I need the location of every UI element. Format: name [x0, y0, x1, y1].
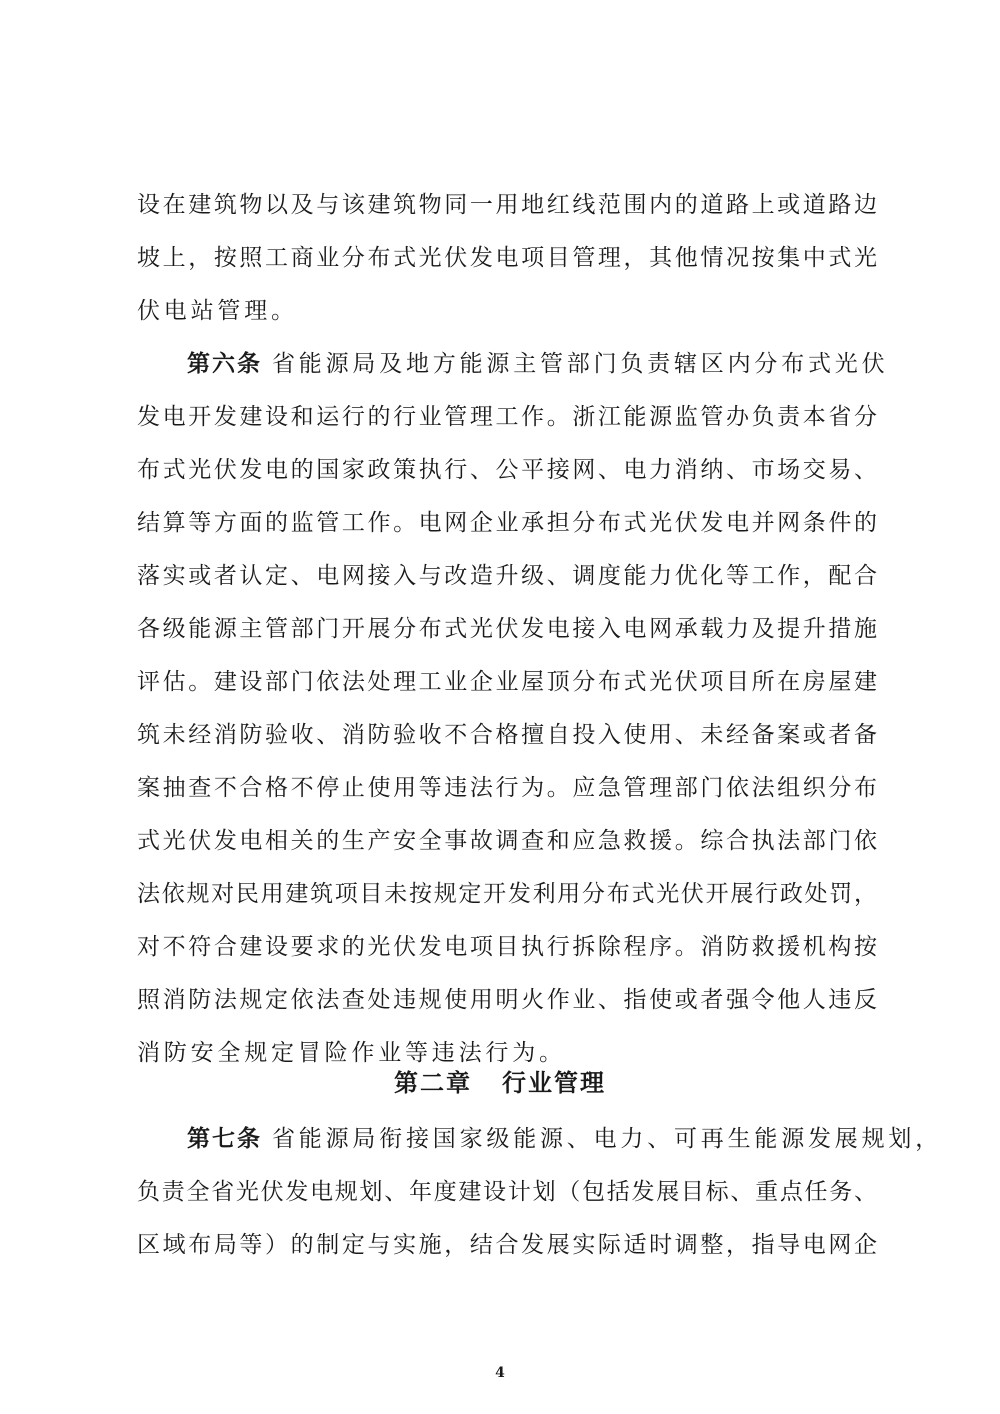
page-number: 4: [495, 1365, 505, 1381]
text-line: 案抽查不合格不停止使用等违法行为。应急管理部门依法组织分布: [137, 775, 877, 801]
text-line: 消防安全规定冒险作业等违法行为。: [137, 1040, 566, 1066]
text-line: 结算等方面的监管工作。电网企业承担分布式光伏发电并网条件的: [137, 510, 877, 536]
text-line: 伏电站管理。: [137, 298, 298, 324]
article-6-text: 省能源局及地方能源主管部门负责辖区内分布式光伏: [272, 351, 889, 377]
text-line: 筑未经消防验收、消防验收不合格擅自投入使用、未经备案或者备: [137, 722, 877, 748]
text-line: 法依规对民用建筑项目未按规定开发利用分布式光伏开展行政处罚，: [137, 881, 877, 907]
article-7-first-line: [187, 1124, 942, 1154]
article-6-heading: 第六条: [187, 350, 262, 377]
text-line: 评估。建设部门依法处理工业企业屋顶分布式光伏项目所在房屋建: [137, 669, 877, 695]
text-line: 对不符合建设要求的光伏发电项目执行拆除程序。消防救援机构按: [137, 934, 877, 960]
article-7-text: 省能源局衔接国家级能源、电力、可再生能源发展规划，: [272, 1126, 942, 1152]
chapter-title: 行业管理: [502, 1068, 606, 1097]
article-6-first-line: [187, 349, 889, 379]
text-line: 落实或者认定、电网接入与改造升级、调度能力优化等工作，配合: [137, 563, 877, 589]
text-line: 式光伏发电相关的生产安全事故调查和应急救援。综合执法部门依: [137, 828, 877, 854]
text-line: 负责全省光伏发电规划、年度建设计划（包括发展目标、重点任务、: [137, 1179, 877, 1205]
chapter-heading: [0, 1067, 1000, 1099]
article-7-heading: 第七条: [187, 1125, 262, 1152]
text-line: 布式光伏发电的国家政策执行、公平接网、电力消纳、市场交易、: [137, 457, 877, 483]
text-line: 设在建筑物以及与该建筑物同一用地红线范围内的道路上或道路边: [137, 192, 877, 218]
text-line: 照消防法规定依法查处违规使用明火作业、指使或者强令他人违反: [137, 987, 877, 1013]
chapter-number: 第二章: [394, 1068, 472, 1097]
text-line: 区域布局等）的制定与实施，结合发展实际适时调整，指导电网企: [137, 1232, 877, 1258]
text-line: 坡上，按照工商业分布式光伏发电项目管理，其他情况按集中式光: [137, 245, 877, 271]
text-line: 各级能源主管部门开展分布式光伏发电接入电网承载力及提升措施: [137, 616, 877, 642]
text-line: 发电开发建设和运行的行业管理工作。浙江能源监管办负责本省分: [137, 404, 877, 430]
